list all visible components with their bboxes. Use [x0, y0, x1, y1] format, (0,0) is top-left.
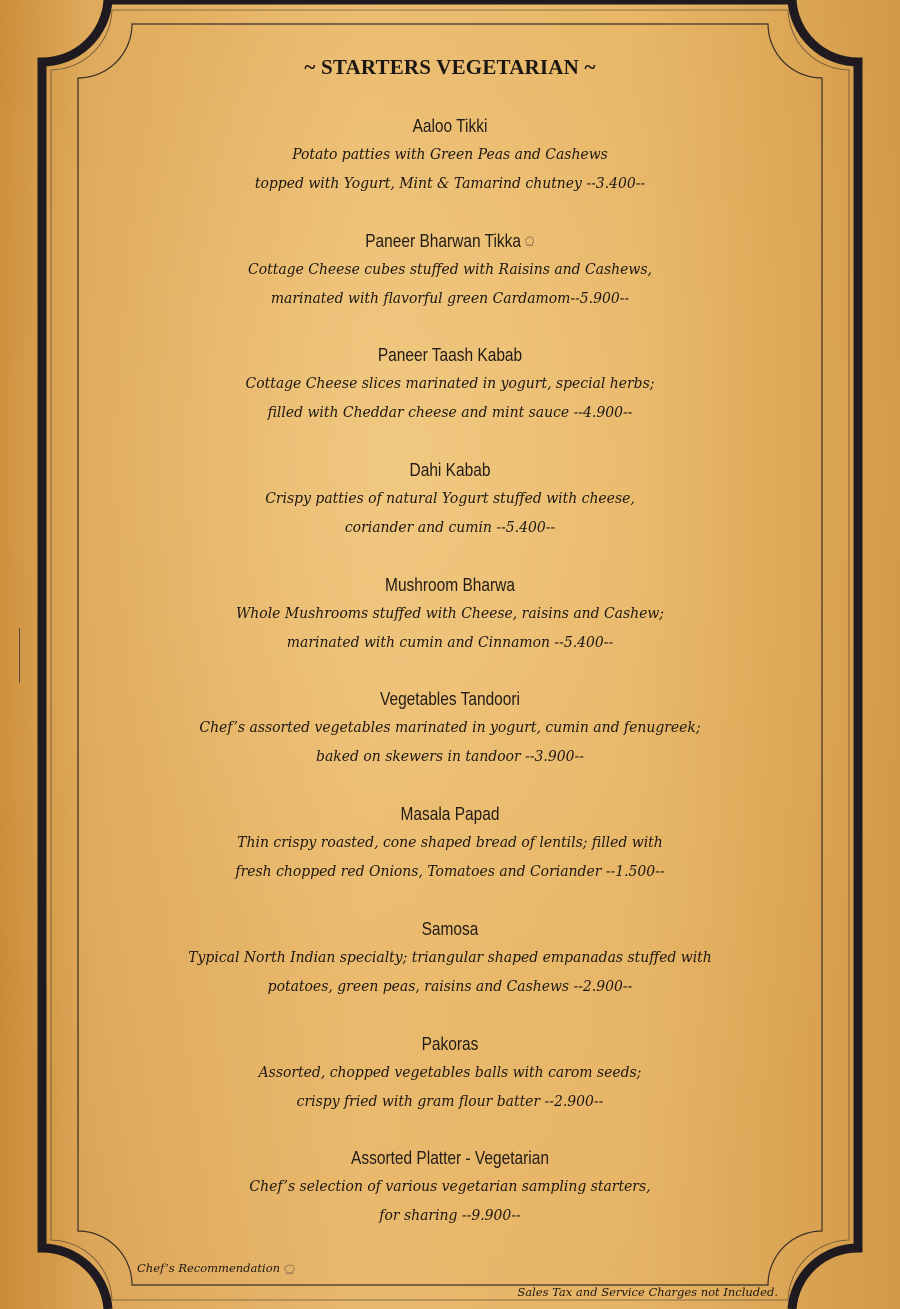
chef-hat-icon	[524, 235, 535, 248]
menu-item-name: Aaloo Tikki	[412, 116, 488, 136]
menu-item	[0, 341, 900, 456]
chef-recommendation-legend	[137, 1261, 296, 1276]
menu-item-description-price: potatoes, green peas, raisins and Cashews --2.900--	[267, 976, 633, 995]
menu-item-name: Paneer Taash Kabab	[377, 345, 523, 366]
menu-item	[0, 112, 900, 227]
menu-item	[0, 227, 900, 342]
menu-item-name: Vegetables Tandoori	[379, 689, 521, 710]
menu-item-description-price: baked on skewers in tandoor --3.900--	[316, 747, 584, 766]
menu-item-description-price: marinated with flavorful green Cardamom--5.900--	[270, 288, 630, 307]
menu-item	[0, 456, 900, 571]
menu-item-description: Cottage Cheese cubes stuffed with Raisins and Cashews,	[248, 259, 652, 278]
menu-item-description: Potato patties with Green Peas and Cashews	[292, 145, 608, 163]
menu-item-name: Paneer Bharwan Tikka	[365, 230, 521, 251]
menu-item-description: Typical North Indian specialty; triangular shaped empanadas stuffed with	[188, 947, 712, 966]
menu-item-list	[0, 112, 900, 1259]
menu-item-description-price: marinated with cumin and Cinnamon --5.400--	[286, 632, 614, 651]
menu-item-description: Crispy patties of natural Yogurt stuffed with cheese,	[265, 489, 635, 508]
menu-item-description-price: coriander and cumin --5.400--	[344, 518, 556, 537]
section-title: ~ STARTERS VEGETARIAN ~	[304, 55, 596, 79]
menu-item-name: Dahi Kabab	[409, 460, 491, 481]
menu-item-name: Mushroom Bharwa	[385, 574, 515, 595]
menu-item-description-price: filled with Cheddar cheese and mint sauce --4.900--	[267, 403, 633, 422]
menu-item-description: Chef’s selection of various vegetarian sampling starters,	[249, 1177, 651, 1196]
menu-item-name: Masala Papad	[400, 804, 500, 825]
menu-item	[0, 1030, 900, 1145]
menu-item-name-row	[63, 227, 837, 255]
menu-item-description-price: fresh chopped red Onions, Tomatoes and Coriander --1.500--	[235, 862, 665, 881]
menu-item-description: Assorted, chopped vegetables balls with carom seeds;	[258, 1062, 642, 1081]
legend-label: Chef’s Recommendation	[137, 1261, 281, 1275]
menu-item-description: Chef’s assorted vegetables marinated in yogurt, cumin and fenugreek;	[199, 718, 701, 737]
menu-item-description: Thin crispy roasted, cone shaped bread of lentils; filled with	[237, 833, 663, 852]
menu-item	[0, 1144, 900, 1259]
menu-item-name: Samosa	[421, 918, 479, 939]
menu-item	[0, 685, 900, 800]
tax-service-note: Sales Tax and Service Charges not Included.	[517, 1285, 778, 1299]
menu-item-name: Pakoras	[421, 1033, 479, 1054]
menu-item-description-price: topped with Yogurt, Mint & Tamarind chutney --3.400--	[254, 174, 646, 192]
menu-item-description-price: crispy fried with gram flour batter --2.900--	[296, 1091, 604, 1110]
menu-item	[0, 915, 900, 1030]
menu-item-name: Assorted Platter - Vegetarian	[351, 1148, 549, 1169]
menu-item-description: Cottage Cheese slices marinated in yogurt, special herbs;	[245, 374, 655, 393]
menu-item-description: Whole Mushrooms stuffed with Cheese, raisins and Cashew;	[235, 603, 665, 622]
menu-item	[0, 800, 900, 915]
menu-item-description-price: for sharing --9.900--	[379, 1206, 521, 1225]
chef-hat-icon	[283, 1263, 296, 1276]
menu-item	[0, 571, 900, 686]
